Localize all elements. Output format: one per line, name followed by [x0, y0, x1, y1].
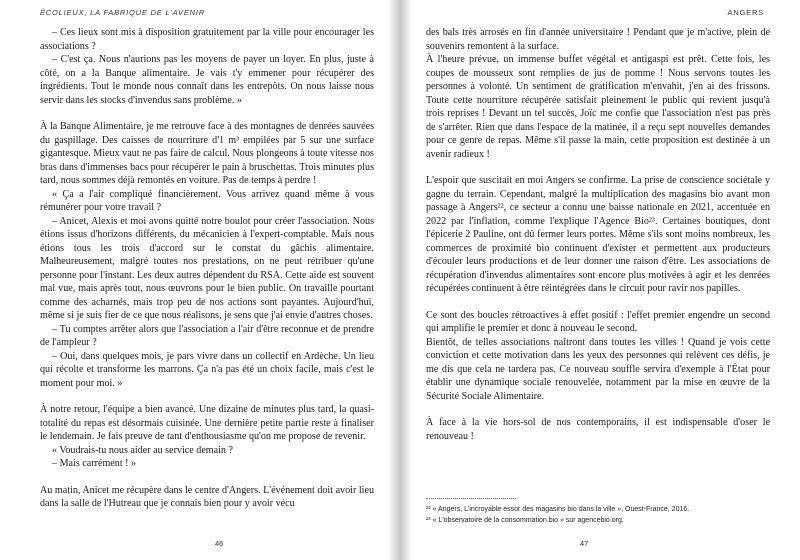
paragraph: – Anicet, Alexis et moi avons quitté notre boulot pour créer l'association. Nous étions issus d'horizons différents, du mécanicien à l'expert-comptable. Mais nous étions tous les trois d'accord sur le constat du gâchis alimentaire. Malheureusement, malgré toutes nos prestations, on ne peut rétribuer qu'une personne pour l'instant. Les deux autres dépendent du RSA. Cette aide est souvent mal vue, mais après tout, nous œuvrons pour le bien public. On travaille pourtant comme des acharnés, mais trop peu de nos actions sont payantes. Aujourd'hui, même si je suis fier de ce que nous réalisons, je sens que j'ai envie d'autres choses. — [40, 215, 374, 321]
page-number-right: 47 — [580, 539, 589, 548]
paragraph: – Mais carrément ! » — [52, 458, 137, 469]
paragraph: À face à la vie hors-sol de nos contemporains, il est indispensable d'oser le renouveau ! — [426, 417, 770, 442]
paragraph: À l'heure prévue, un immense buffet végétal et antigaspi est prêt. Cette fois, les coupes de mousseux sont remplies de jus de pomme ! Nous servons toutes les personnes à volonté. Un sentiment de gratification m'envahit, j'en ai des frissons. Toute cette nourriture récupérée satisfait pleinement le public qui revient jusqu'à trois reprises ! Devant un tel succès, Joïc me confie que l'association n'est pas près de s'arrêter. Rien que dans l'espace de la matinée, il a reçu sept nouvelles demandes pour ce genre de repas. Même s'il passe la main, cette proposition est destinée à un avenir radieux ! — [426, 54, 770, 160]
footnote-rule — [426, 498, 516, 499]
footnotes — [426, 504, 766, 526]
paragraph: – C'est ça. Nous n'aurions pas les moyens de payer un loyer. En plus, juste à côté, on a la Banque alimentaire. Je vais t'y emmener pour récupérer des ingrédients. Tout le monde nous connaît dans les entrepôts. On nous laisse nous servir dans les stocks d'invendus sans problème. » — [40, 54, 374, 106]
paragraph: Au matin, Anicet me récupère dans le centre d'Angers. L'événement doit avoir lieu dans la salle de l'Hutreau que je connais bien pour y avoir vécu — [40, 484, 374, 509]
paragraph: – Oui, dans quelques mois, je pars vivre dans un collectif en Ardèche. Un lieu qui récolte et transforme les marrons. Ça n'a pas été un choix facile, mais c'est le moment pour moi. » — [40, 350, 374, 389]
page-number-left: 46 — [215, 539, 224, 548]
paragraph: Ce sont des boucles rétroactives à effet positif : l'effet premier engendre un second qui amplifie le premier et donc à nouveau le second. — [426, 309, 770, 334]
paragraph: À la Banque Alimentaire, je me retrouve face à des montagnes de denrées sauvées du gaspillage. Des caisses de nourriture d'1 m³ empilées par 5 sur une surface gigantesque. Mieux vaut ne pas faire de calcul. Nous plongeons à toute vitesse nos bras dans d'immenses bacs pour récupérer le pain à bruschettas. Trois minutes plus tard, nous sommes déjà remontés en voiture. Pas de temps à perdre ! — [40, 121, 375, 186]
paragraph: « Ça a l'air compliqué financièrement. Vous arrivez quand même à vous rémunérer pour votre travail ? — [40, 188, 374, 213]
paragraph: des bals très arrosés en fin d'année universitaire ! Pendant que je m'active, plein de souvenirs remontent à la surface. — [426, 27, 770, 52]
running-head-right: ANGERS — [727, 8, 764, 17]
paragraph: Bientôt, de telles associations naîtront dans toutes les villes ! Quand je vois cette conviction et cette motivation dans les yeux des personnes qui relèvent ces défis, je me dis que cela ne tardera pas. Ce nouveau souffle servira d'exemple à l'État pour établir une dynamique sociale renouvelée, notamment par la mise en œuvre de la Sécurité Sociale Alimentaire. — [426, 336, 770, 402]
paragraph: – Tu comptes arrêter alors que l'association a l'air d'être reconnue et de prendre de l'ampleur ? — [40, 323, 374, 348]
footnote: ²³ « L'observatoire de la consommation bio » sur agencebio.org. — [426, 517, 624, 524]
paragraph: À notre retour, l'équipe a bien avancé. Une dizaine de minutes plus tard, la quasi-totalité du repas est désormais cuisinée. Une dernière petite partie reste à finaliser le lendemain. Je fais preuve de tant d'enthousiasme qu'on me propose de revenir. — [40, 404, 374, 442]
paragraph: « Voudrais-tu nous aider au service demain ? — [52, 444, 233, 456]
paragraph: – Ces lieux sont mis à disposition gratuitement par la ville pour encourager les associations ? — [40, 27, 374, 52]
right-page — [400, 0, 800, 560]
footnote: ²² « Angers, L'incroyable essor des magasins bio dans la ville », Ouest-France, 2016. — [426, 506, 690, 513]
paragraph: L'espoir que suscitait en moi Angers se confirme. La prise de conscience sociétale y gagne du terrain. Cependant, malgré la multiplication des magasins bio avant mon passage à Angers²², ce secteur a connu une baisse nationale en 2021, accentuée en 2022 par l'inflation, comme l'explique l'Agence Bio²³. Certaines boutiques, dont l'épicerie 2 Pauline, ont dû fermer leurs portes. Même s'ils sont moins nombreux, les commerces de proximité bio continuent d'exister et permettent aux producteurs d'écouler leurs productions et de leur donner une raison d'être. Les associations de récupération d'invendus alimentaires sont encore plus motivées à agir et les denrées récupérées continuent à être réintégrées dans le circuit pour ravir nos papilles. — [426, 175, 770, 294]
running-head-left: ÉCOLIEUX, LA FABRIQUE DE L'AVENIR — [40, 8, 205, 17]
